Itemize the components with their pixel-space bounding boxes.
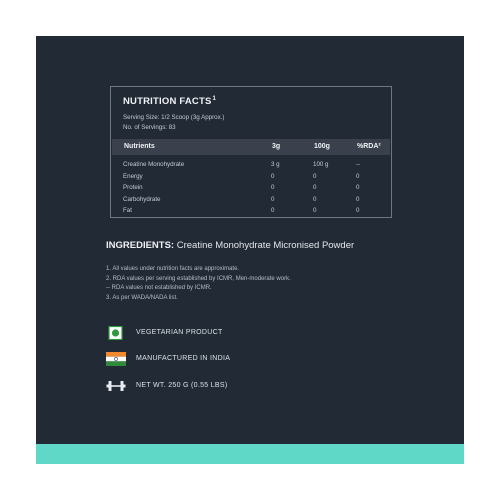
nutrient-name: Carbohydrate <box>123 195 161 203</box>
footnote: 1. All values under nutrition facts are approximate. <box>106 266 240 272</box>
footnote: 3. As per WADA/NADA list. <box>106 294 178 301</box>
footnote: -- RDA values not established by ICMR. <box>106 285 212 291</box>
header-per-serving: 3g <box>272 143 281 150</box>
per-100g-value: 0 <box>313 195 317 203</box>
table-row <box>111 184 391 196</box>
per-100g-value: 0 <box>313 172 317 180</box>
nutrient-name: Protein <box>123 184 143 191</box>
nutrition-facts-box <box>110 86 392 218</box>
feature-vegetarian-text: VEGETARIAN PRODUCT <box>136 329 223 336</box>
per-serving-value: 0 <box>271 207 275 214</box>
footnote: 2. RDA values per serving established by ICMR, Men-moderate work. <box>106 275 291 282</box>
per-100g-value: 100 g <box>313 161 329 168</box>
per-100g-value: 0 <box>313 207 317 214</box>
per-serving-value: 0 <box>271 172 275 180</box>
nutrition-table-body <box>111 161 391 219</box>
header-nutrients: Nutrients <box>124 143 155 150</box>
nutrition-facts-title-text: NUTRITION FACTS <box>123 96 212 108</box>
footnotes <box>106 266 291 304</box>
rda-value: 0 <box>356 184 360 191</box>
ingredients-line <box>106 240 354 251</box>
ingredients-text: Creatine Monohydrate Micronised Powder <box>174 240 355 251</box>
serving-size: Serving Size: 1/2 Scoop (3g Approx.) <box>123 114 225 121</box>
feature-made-in-india-text: MANUFACTURED IN INDIA <box>136 355 231 362</box>
nutrition-facts-footnote-mark: 1 <box>212 96 217 102</box>
per-100g-value: 0 <box>313 184 317 191</box>
per-serving-value: 3 g <box>271 161 280 168</box>
per-serving-value: 0 <box>271 184 275 191</box>
dumbbell-icon <box>106 379 126 393</box>
nutrition-facts-title <box>123 96 216 107</box>
mint-band <box>36 444 464 464</box>
ingredients-label: INGREDIENTS: <box>106 240 175 251</box>
india-flag-icon <box>106 352 126 366</box>
feature-net-weight-text: NET WT. 250 G (0.55 LBS) <box>136 382 228 389</box>
header-rda: %RDA² <box>357 143 381 150</box>
rda-value: -- <box>356 161 361 168</box>
rda-value: 0 <box>356 195 360 203</box>
table-row <box>111 161 391 173</box>
table-row <box>111 207 391 219</box>
nutrition-table-header <box>112 139 390 155</box>
nutrient-name: Fat <box>123 207 132 214</box>
nutrient-name: Creatine Monohydrate <box>123 161 185 168</box>
rda-value: 0 <box>356 207 360 214</box>
rda-value: 0 <box>356 172 360 180</box>
table-row <box>111 173 391 185</box>
nutrient-name: Energy <box>123 172 143 180</box>
per-serving-value: 0 <box>271 195 275 203</box>
header-per-100g: 100g <box>314 143 330 150</box>
vegetarian-symbol-icon <box>106 326 126 340</box>
table-row <box>111 196 391 208</box>
servings-count: No. of Servings: 83 <box>123 124 176 131</box>
